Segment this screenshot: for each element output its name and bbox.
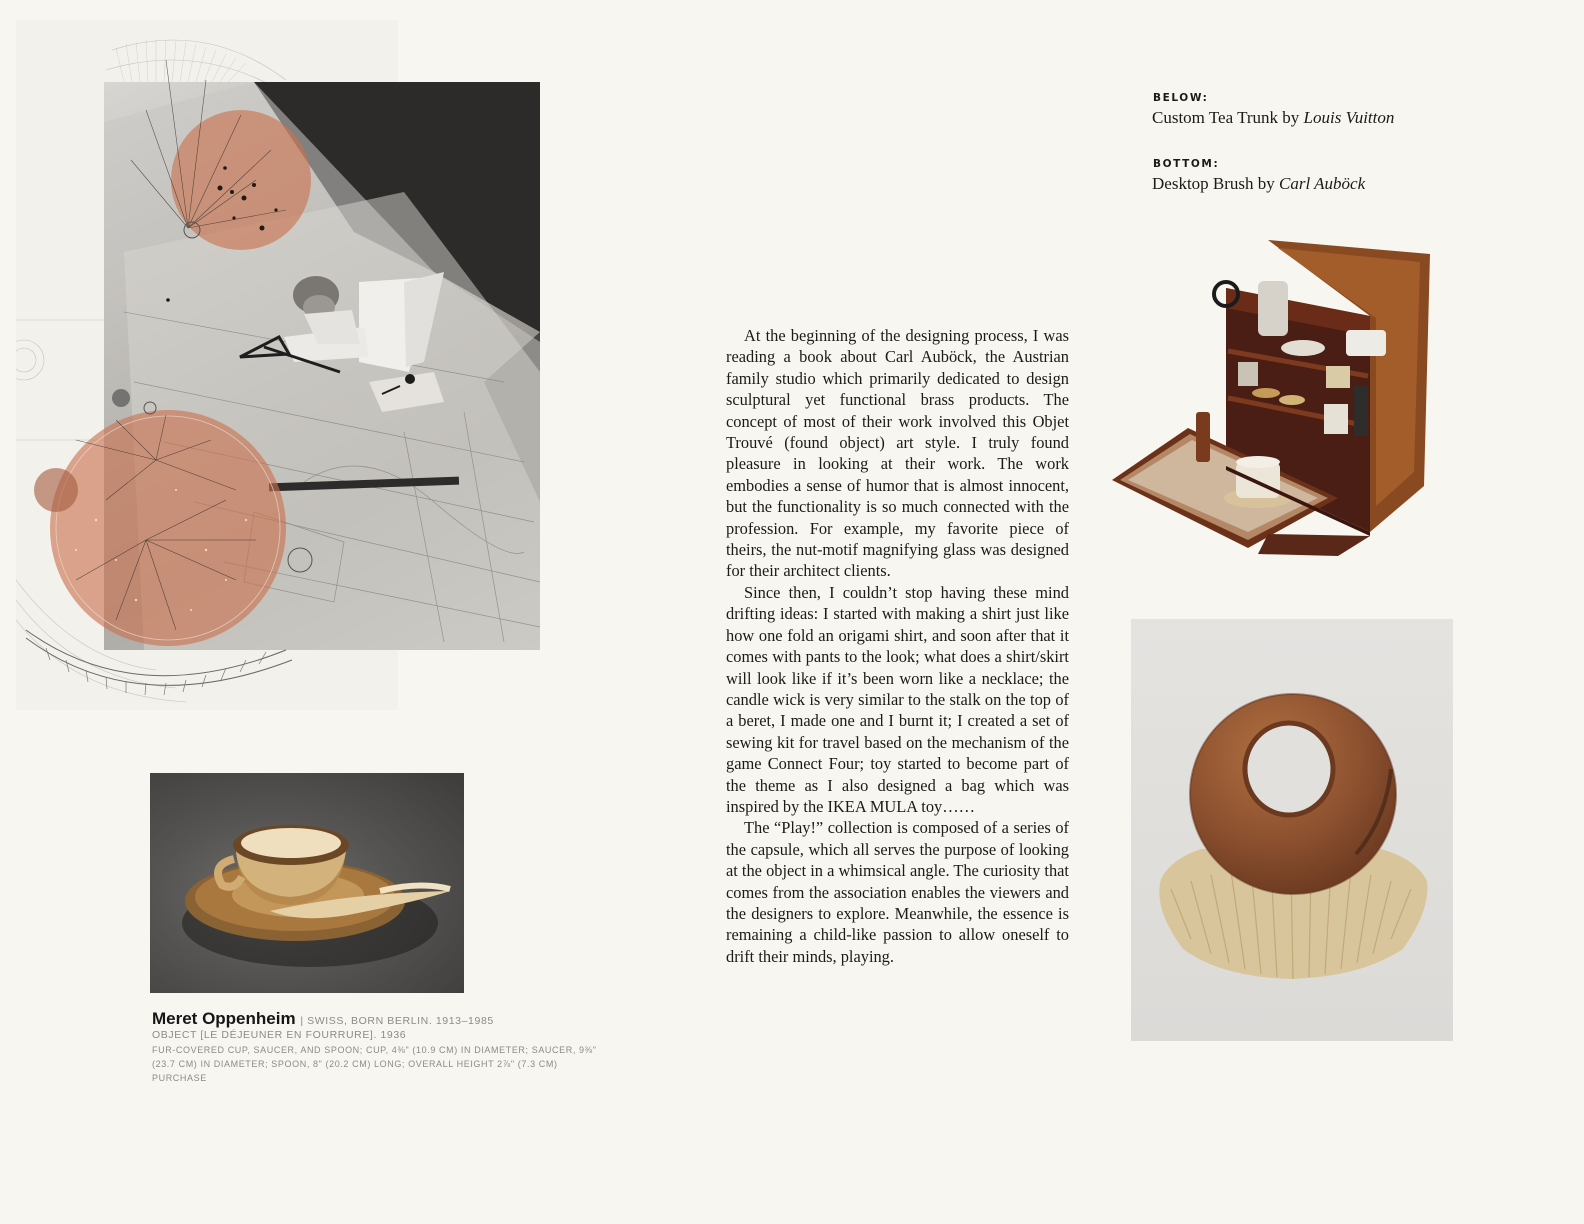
artwork-title: OBJECT [LE DÉJEUNER EN FOURRURE]. 1936 [152,1029,407,1041]
essay-paragraph-3: The “Play!” collection is composed of a series of the capsule, which all serves the purpose of looking at the object in a whimsical angle. The curiosity that comes from the association enables the viewers and the designers to explore. Meanwhile, the essence is remaining a child-like passion to allow oneself to drift their minds, playing. [726,818,1069,966]
essay-paragraph-2: Since then, I couldn’t stop having these mind drifting ideas: I started with making a shirt just like how one fold an origami shirt, and soon after that it comes with pants to the look; what does a shirt/skirt will look like if it’s been worn like a necklace; the candle wick is very similar to the stalk on the top of a beret, I made one and I burnt it; I created a set of sewing kit for travel based on the mechanism of the game Connect Four; toy started to become part of the theme as I also designed a bag which was inspired by the IKEA MULA toy…… [726,582,1069,816]
artist-bio: | SWISS, BORN BERLIN. 1913–1985 [300,1015,494,1027]
artwork-credit: PURCHASE [152,1073,207,1083]
tea-trunk-photo [1108,236,1438,556]
architect-drawing-photo [104,82,540,650]
bottom-caption-maker: Carl Auböck [1279,174,1366,193]
artist-name-text: Meret Oppenheim [152,1009,296,1028]
artwork-medium-line-2: (23.7 CM) IN DIAMETER; SPOON, 8" (20.2 CM) LONG; OVERALL HEIGHT 2⅞" (7.3 CM) [152,1059,558,1069]
artist-name [152,1009,494,1029]
below-caption-maker: Louis Vuitton [1303,108,1395,127]
essay-paragraph-1: At the beginning of the designing process, I was reading a book about Carl Auböck, the Austrian family studio which primarily dedicated to design sculptural yet functional brass products. The concept of most of their work involved this Objet Trouvé (found object) art style. I truly found pleasure in looking at their work. The work embodies a sense of humor that is almost innocent, but the functionality is so much connected with the profession. For example, my favorite piece of theirs, the nut-motif magnifying glass was designed for their architect clients. [726,326,1069,581]
bottom-caption-label: BOTTOM: [1153,158,1220,170]
essay-body [726,325,1069,967]
desktop-brush-photo [1131,619,1453,1041]
below-caption-title: Custom Tea Trunk by [1152,108,1300,127]
below-caption-text [1152,108,1394,128]
below-caption-label: BELOW: [1153,92,1209,104]
artwork-medium-line-1: FUR-COVERED CUP, SAUCER, AND SPOON; CUP, 4⅜" (10.9 CM) IN DIAMETER; SAUCER, 9⅜" [152,1045,597,1055]
fur-cup-photo [150,773,464,993]
bottom-caption-title: Desktop Brush by [1152,174,1275,193]
bottom-caption-text [1152,174,1365,194]
